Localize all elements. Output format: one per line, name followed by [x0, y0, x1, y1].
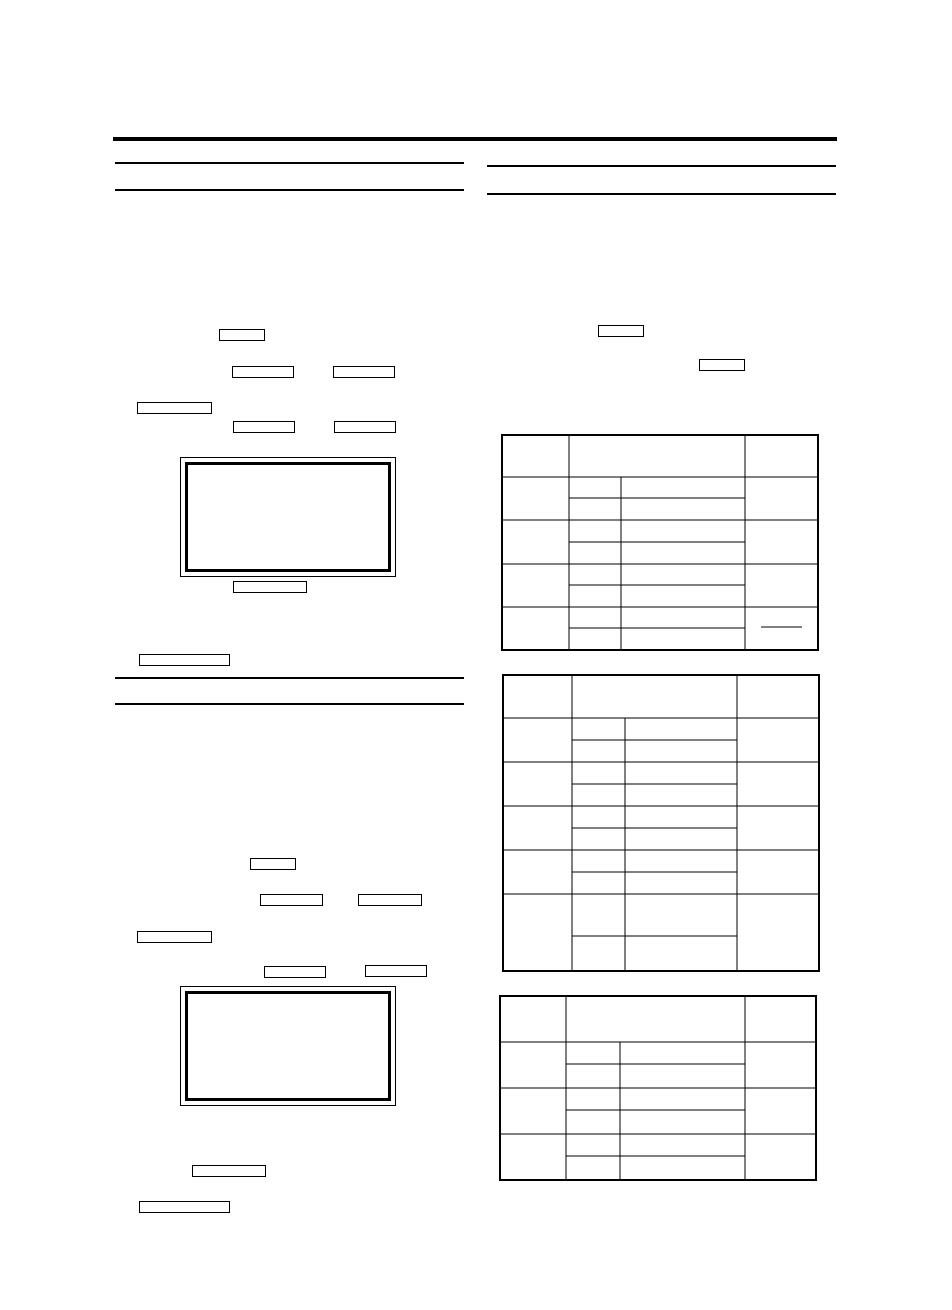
- key-label: [365, 965, 427, 977]
- screen-text: [188, 465, 388, 477]
- key-label: [137, 931, 212, 943]
- section-heading: [120, 683, 460, 701]
- key-label: [139, 654, 230, 666]
- key-label: [139, 1201, 230, 1213]
- key-label: [219, 329, 265, 341]
- key-label: [233, 421, 295, 433]
- section-heading-rule-top: [115, 162, 464, 164]
- page-top-rule: [113, 137, 837, 141]
- key-label: [233, 581, 307, 593]
- key-label: [699, 359, 745, 371]
- tv-screen-inner: [185, 991, 391, 1101]
- key-label: [250, 858, 296, 870]
- section-heading-rule-top: [115, 677, 464, 679]
- key-label: [333, 366, 395, 378]
- key-label: [598, 325, 644, 337]
- key-label: [334, 421, 396, 433]
- tv-screen-display: [180, 986, 396, 1106]
- section-heading-rule-top: [487, 165, 836, 167]
- section-heading-rule-bottom: [115, 703, 464, 705]
- settings-table-3: [499, 995, 817, 1181]
- table-frame: [503, 675, 819, 971]
- settings-table-2: [502, 674, 820, 972]
- key-label: [232, 366, 294, 378]
- section-heading: [120, 168, 460, 186]
- section-heading-rule-bottom: [115, 189, 464, 191]
- tv-screen-inner: [185, 462, 391, 572]
- key-label: [358, 894, 422, 906]
- key-label: [264, 966, 326, 978]
- section-heading-rule-bottom: [487, 193, 836, 195]
- section-heading: [492, 171, 832, 189]
- key-label: [137, 402, 212, 414]
- key-label: [260, 894, 323, 906]
- screen-text: [188, 994, 388, 1006]
- key-label: [192, 1165, 266, 1177]
- tv-screen-display: [180, 457, 396, 577]
- settings-table-1: [501, 434, 819, 651]
